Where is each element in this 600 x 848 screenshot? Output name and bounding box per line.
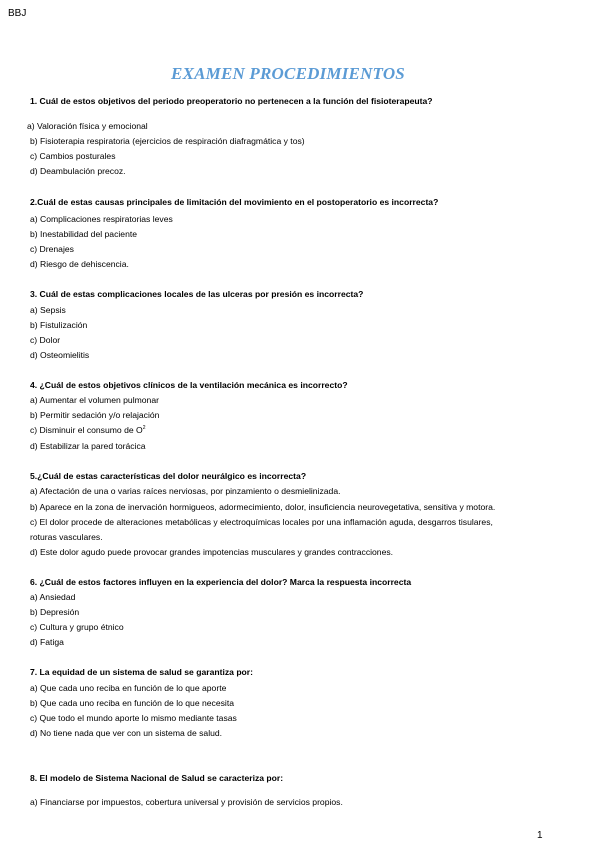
- page-number: 1: [537, 830, 543, 841]
- q2-option-d: d) Riesgo de dehiscencia.: [30, 259, 129, 269]
- q3-option-b: b) Fistulización: [30, 320, 88, 330]
- q4-option-d: d) Estabilizar la pared torácica: [30, 441, 146, 451]
- q1-option-a: a) Valoración física y emocional: [27, 121, 148, 131]
- subscript-2: 2: [142, 425, 146, 432]
- q4-option-b: b) Permitir sedación y/o relajación: [30, 410, 160, 420]
- question-6: 6. ¿Cuál de estos factores influyen en la experiencia del dolor? Marca la respuesta incorrecta: [30, 577, 412, 587]
- q7-option-c: c) Que todo el mundo aporte lo mismo mediante tasas: [30, 713, 237, 723]
- q3-option-c: c) Dolor: [30, 335, 61, 345]
- q4-option-a: a) Aumentar el volumen pulmonar: [30, 395, 159, 405]
- question-3: 3. Cuál de estas complicaciones locales de las ulceras por presión es incorrecta?: [30, 289, 364, 299]
- q2-option-c: c) Drenajes: [30, 244, 74, 254]
- q2-option-a: a) Complicaciones respiratorias leves: [30, 214, 173, 224]
- q4-option-c-text: c) Disminuir el consumo de O: [30, 425, 143, 435]
- q5-option-c: c) El dolor procede de alteraciones metabólicas y electroquímicas locales por una inflamación aguda, desgarros tisulares,: [30, 517, 493, 527]
- question-2: 2.Cuál de estas causas principales de limitación del movimiento en el postoperatorio es incorrecta?: [30, 197, 439, 207]
- q2-option-b: b) Inestabilidad del paciente: [30, 229, 138, 239]
- q6-option-a: a) Ansiedad: [30, 592, 76, 602]
- q7-option-a: a) Que cada uno reciba en función de lo que aporte: [30, 683, 227, 693]
- header-mark: BBJ: [8, 8, 27, 19]
- q3-option-d: d) Osteomielitis: [30, 350, 90, 360]
- question-8: 8. El modelo de Sistema Nacional de Salud se caracteriza por:: [30, 773, 284, 783]
- q5-option-d: d) Este dolor agudo puede provocar grandes impotencias musculares y grandes contracciones.: [30, 547, 394, 557]
- q1-option-d: d) Deambulación precoz.: [30, 166, 126, 176]
- q1-option-b: b) Fisioterapia respiratoria (ejercicios de respiración diafragmática y tos): [30, 136, 305, 146]
- q5-option-c-cont: roturas vasculares.: [30, 532, 103, 542]
- q7-option-d: d) No tiene nada que ver con un sistema de salud.: [30, 728, 223, 738]
- q8-option-a: a) Financiarse por impuestos, cobertura universal y provisión de servicios propios.: [30, 797, 343, 807]
- q6-option-d: d) Fatiga: [30, 637, 64, 647]
- q5-option-b: b) Aparece en la zona de inervación hormigueos, adormecimiento, dolor, insuficiencia neurovegetativa, sensitiva y motora.: [30, 502, 496, 512]
- page-title: EXAMEN PROCEDIMIENTOS: [171, 64, 405, 83]
- q4-option-c: [30, 425, 146, 435]
- q6-option-b: b) Depresión: [30, 607, 80, 617]
- q1-option-c: c) Cambios posturales: [30, 151, 116, 161]
- question-5: 5.¿Cuál de estas características del dolor neurálgico es incorrecta?: [30, 471, 307, 481]
- q7-option-b: b) Que cada uno reciba en función de lo que necesita: [30, 698, 235, 708]
- q5-option-a: a) Afectación de una o varias raíces nerviosas, por pinzamiento o desmielinizada.: [30, 486, 341, 496]
- question-4: 4. ¿Cuál de estos objetivos clínicos de la ventilación mecánica es incorrecto?: [30, 380, 348, 390]
- q6-option-c: c) Cultura y grupo étnico: [30, 622, 124, 632]
- q3-option-a: a) Sepsis: [30, 305, 66, 315]
- question-7: 7. La equidad de un sistema de salud se garantiza por:: [30, 667, 254, 677]
- question-1: 1. Cuál de estos objetivos del periodo preoperatorio no pertenecen a la función del fisioterapeuta?: [30, 96, 433, 106]
